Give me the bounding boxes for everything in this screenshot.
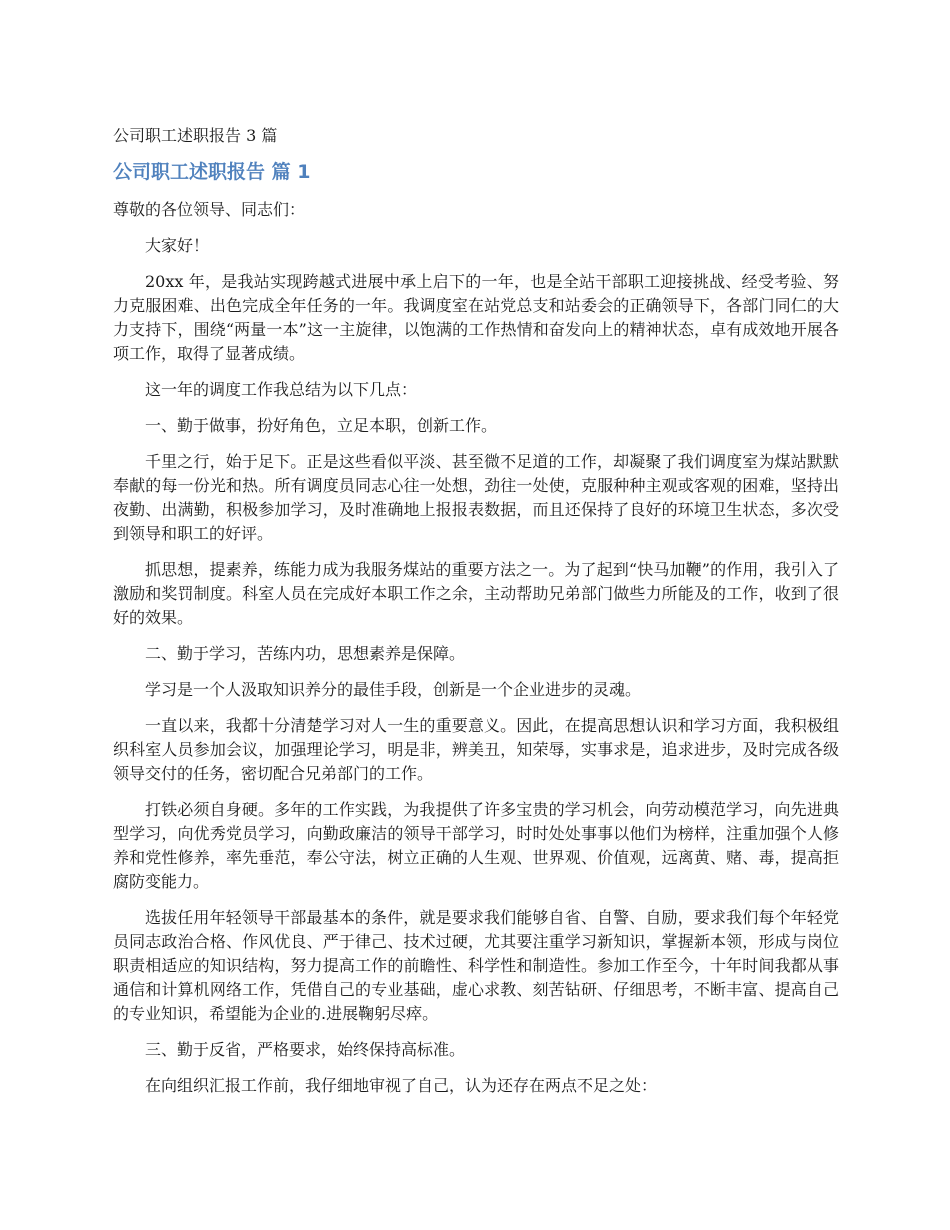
paragraph: 打铁必须自身硬。多年的工作实践，为我提供了许多宝贵的学习机会，向劳动模范学习，向先进典型学习，向优秀党员学习，向勤政廉洁的领导干部学习，时时处处事事以他们为榜样，注重加强个人修养和党性修养，率先垂范，奉公守法，树立正确的人生观、世界观、价值观，远离黄、赌、毒，提高拒腐防变能力。 [113, 800, 839, 891]
paragraph-greeting: 大家好！ [145, 236, 210, 255]
paragraph: 千里之行，始于足下。正是这些看似平淡、甚至微不足道的工作，却凝聚了我们调度室为煤站默默奉献的每一份光和热。所有调度员同志心往一处想，劲往一处使，克服种种主观或客观的困难，坚持出夜勤、出满勤，积极参加学习，及时准确地上报报表数据，而且还保持了良好的环境卫生状态，多次受到领导和职工的好评。 [113, 452, 839, 543]
section-heading: 公司职工述职报告 篇 1 [113, 161, 311, 183]
paragraph: 一直以来，我都十分清楚学习对人一生的重要意义。因此，在提高思想认识和学习方面，我积极组织科室人员参加会议，加强理论学习，明是非，辨美丑，知荣辱，实事求是，追求进步，及时完成各级领导交付的任务，密切配合兄弟部门的工作。 [113, 716, 839, 783]
document-title: 公司职工述职报告 3 篇 [113, 126, 278, 145]
subheading-point-3: 三、勤于反省，严格要求，始终保持高标准。 [145, 1040, 466, 1059]
paragraph: 选拔任用年轻领导干部最基本的条件，就是要求我们能够自省、自警、自励，要求我们每个年轻党员同志政治合格、作风优良、严于律己、技术过硬，尤其要注重学习新知识，掌握新本领，形成与岗位职责相适应的知识结构，努力提高工作的前瞻性、科学性和制造性。参加工作至今，十年时间我都从事通信和计算机网络工作，凭借自己的专业基础，虚心求教、刻苦钻研、仔细思考，不断丰富、提高自己的专业知识，希望能为企业的.进展鞠躬尽瘁。 [113, 908, 839, 1023]
subheading-point-2: 二、勤于学习，苦练内功，思想素养是保障。 [145, 644, 466, 663]
paragraph: 抓思想，提素养，练能力成为我服务煤站的重要方法之一。为了起到“快马加鞭”的作用，我引入了激励和奖罚制度。科室人员在完成好本职工作之余，主动帮助兄弟部门做些力所能及的工作，收到了很好的效果。 [113, 560, 839, 627]
subheading-point-1: 一、勤于做事，扮好角色，立足本职，创新工作。 [145, 416, 498, 435]
paragraph: 20xx 年，是我站实现跨越式进展中承上启下的一年，也是全站干部职工迎接挑战、经受考验、努力克服困难、出色完成全年任务的一年。我调度室在站党总支和站委会的正确领导下，各部门同仁的大力支持下，围绕“两量一本”这一主旋律，以饱满的工作热情和奋发向上的精神状态，卓有成效地开展各项工作，取得了显著成绩。 [113, 272, 839, 363]
paragraph: 在向组织汇报工作前，我仔细地审视了自己，认为还存在两点不足之处： [145, 1076, 658, 1095]
document-page [113, 122, 839, 1110]
paragraph: 学习是一个人汲取知识养分的最佳手段，创新是一个企业进步的灵魂。 [145, 680, 642, 699]
salutation: 尊敬的各位领导、同志们： [113, 200, 306, 219]
paragraph: 这一年的调度工作我总结为以下几点： [145, 380, 418, 399]
